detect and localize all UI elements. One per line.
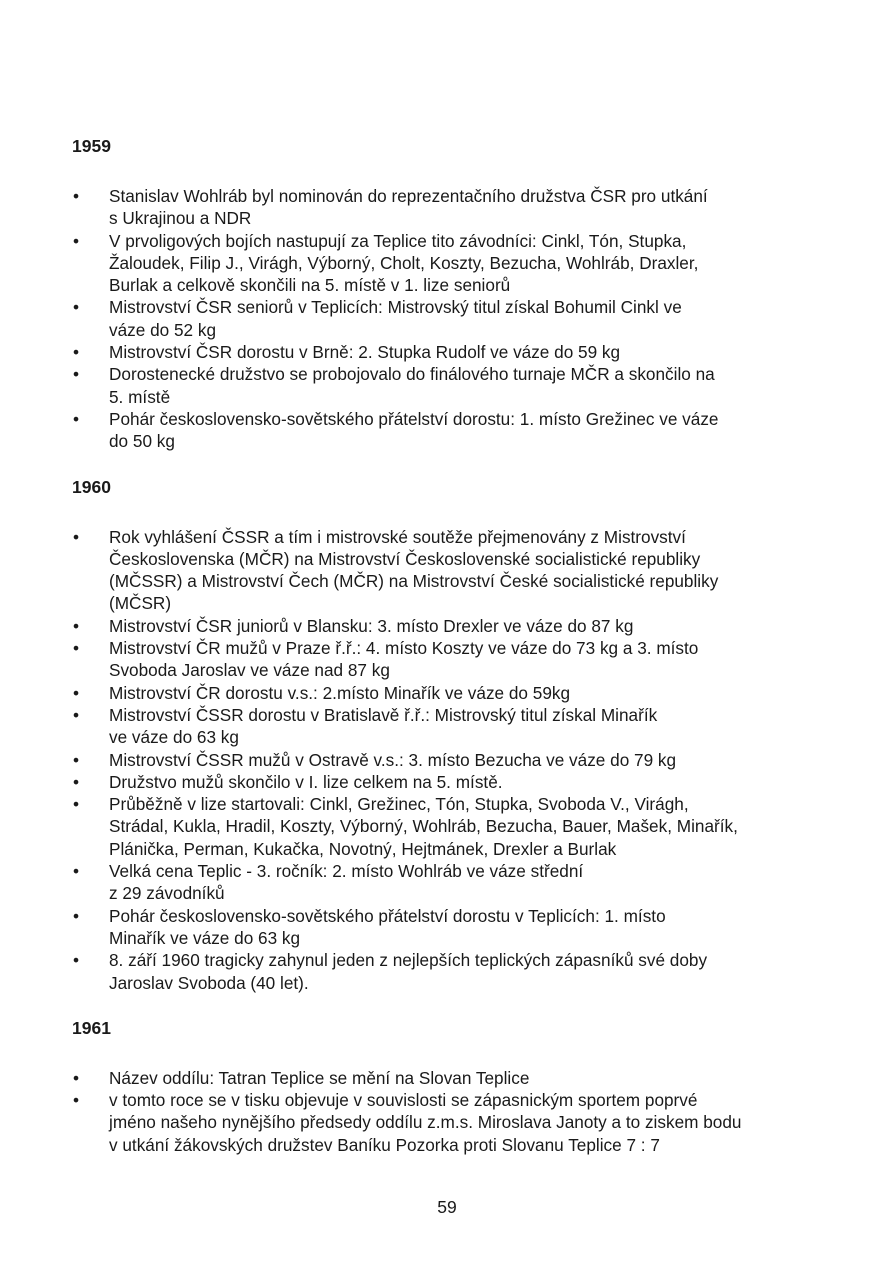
bullet-icon: • <box>72 682 80 703</box>
list-item: • Mistrovství ČSSR mužů v Ostravě v.s.: 3. místo Bezucha ve váze do 79 kg <box>72 749 832 771</box>
event-list-1959 <box>72 185 832 453</box>
bullet-icon: • <box>72 771 80 792</box>
bullet-icon: • <box>72 526 80 547</box>
list-item: • Pohár československo-sovětského přátelství dorostu v Teplicích: 1. místo Minařík ve váze do 63 kg <box>72 905 832 950</box>
bullet-icon: • <box>72 1090 80 1111</box>
list-item: • Mistrovství ČR dorostu v.s.: 2.místo Minařík ve váze do 59kg <box>72 682 832 704</box>
list-item: • V prvoligových bojích nastupují za Teplice tito závodníci: Cinkl, Tón, Stupka, Žaloudek, Filip J., Virágh, Výborný, Cholt, Koszty, Bezucha, Wohlráb, Draxler, Burlak a celkově skončili na 5. místě v 1. lize seniorů <box>72 230 832 297</box>
list-item: • Stanislav Wohlráb byl nominován do reprezentačního družstva ČSR pro utkání s Ukrajinou a NDR <box>72 185 832 230</box>
year-heading-1961: 1961 <box>72 1017 111 1038</box>
bullet-icon: • <box>72 794 80 815</box>
event-list-1960 <box>72 526 832 994</box>
list-item: • v tomto roce se v tisku objevuje v souvislosti se zápasnickým sportem poprvé jméno našeho nynějšího předsedy oddílu z.m.s. Miroslava Janoty a to ziskem bodu v utkání žákovských družstev Baníku Pozorka proti Slovanu Teplice 7 : 7 <box>72 1089 832 1156</box>
list-item: • 8. září 1960 tragicky zahynul jeden z nejlepších teplických zápasníků své doby Jaroslav Svoboda (40 let). <box>72 949 832 994</box>
bullet-icon: • <box>72 749 80 770</box>
bullet-icon: • <box>72 364 80 385</box>
list-item: • Dorostenecké družstvo se probojovalo do finálového turnaje MČR a skončilo na 5. místě <box>72 363 832 408</box>
bullet-icon: • <box>72 861 80 882</box>
list-item: • Název oddílu: Tatran Teplice se mění na Slovan Teplice <box>72 1067 832 1089</box>
bullet-icon: • <box>72 905 80 926</box>
year-heading-1960: 1960 <box>72 476 111 497</box>
bullet-icon: • <box>72 950 80 971</box>
bullet-icon: • <box>72 638 80 659</box>
list-item: • Pohár československo-sovětského přátelství dorostu: 1. místo Grežinec ve váze do 50 kg <box>72 408 832 453</box>
bullet-icon: • <box>72 615 80 636</box>
list-item: • Mistrovství ČR mužů v Praze ř.ř.: 4. místo Koszty ve váze do 73 kg a 3. místo Svoboda Jaroslav ve váze nad 87 kg <box>72 637 832 682</box>
bullet-icon: • <box>72 408 80 429</box>
bullet-icon: • <box>72 230 80 251</box>
list-item: • Družstvo mužů skončilo v I. lize celkem na 5. místě. <box>72 771 832 793</box>
list-item: • Mistrovství ČSR dorostu v Brně: 2. Stupka Rudolf ve váze do 59 kg <box>72 341 832 363</box>
bullet-icon: • <box>72 704 80 725</box>
page-content <box>72 134 832 1178</box>
bullet-icon: • <box>72 297 80 318</box>
event-list-1961 <box>72 1067 832 1156</box>
list-item: • Mistrovství ČSR juniorů v Blansku: 3. místo Drexler ve váze do 87 kg <box>72 615 832 637</box>
list-item: • Rok vyhlášení ČSSR a tím i mistrovské soutěže přejmenovány z Mistrovství Československa (MČR) na Mistrovství Československé socialistické republiky (MČSSR) a Mistrovství Čech (MČR) na Mistrovství České socialistické republiky (MČSR) <box>72 526 832 615</box>
bullet-icon: • <box>72 342 80 363</box>
list-item: • Mistrovství ČSR seniorů v Teplicích: Mistrovský titul získal Bohumil Cinkl ve váze do 52 kg <box>72 296 832 341</box>
page-number: 59 <box>437 1197 457 1217</box>
bullet-icon: • <box>72 186 80 206</box>
bullet-icon: • <box>72 1067 80 1088</box>
list-item: • Průběžně v lize startovali: Cinkl, Grežinec, Tón, Stupka, Svoboda V., Virágh, Strádal, Kukla, Hradil, Koszty, Výborný, Wohlráb, Bezucha, Bauer, Mašek, Minařík, Plánička, Perman, Kukačka, Novotný, Hejtmánek, Drexler a Burlak <box>72 793 832 860</box>
list-item: • Velká cena Teplic - 3. ročník: 2. místo Wohlráb ve váze střední z 29 závodníků <box>72 860 832 905</box>
list-item: • Mistrovství ČSSR dorostu v Bratislavě ř.ř.: Mistrovský titul získal Minařík ve váze do 63 kg <box>72 704 832 749</box>
year-heading-1959: 1959 <box>72 136 111 156</box>
